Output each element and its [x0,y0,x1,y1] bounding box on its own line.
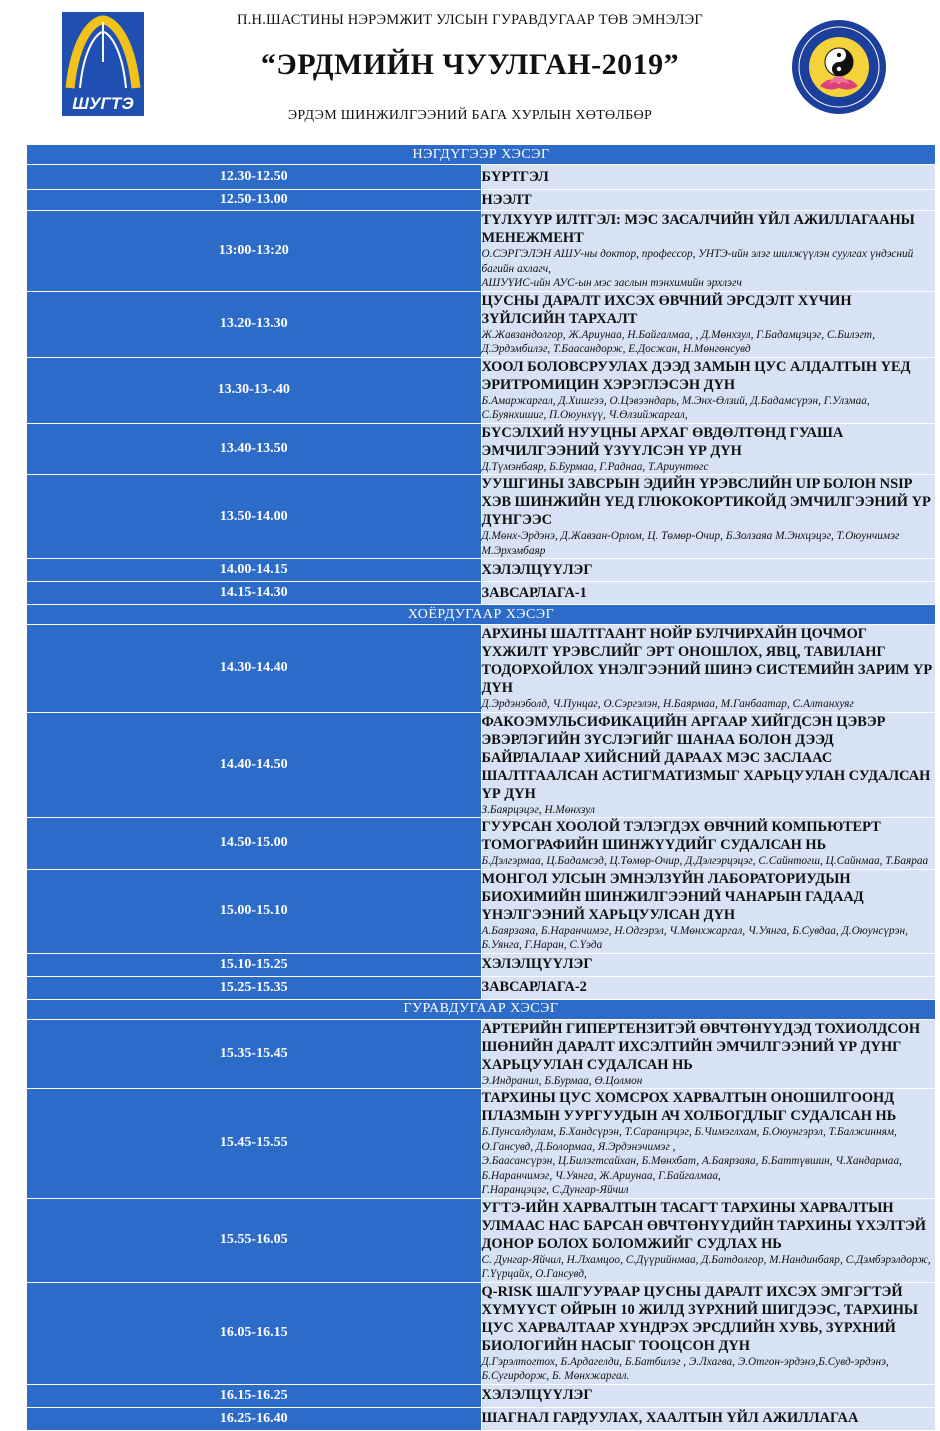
session-time: 16.05-16.15 [27,1282,482,1384]
session-time: 13.30-13-.40 [27,357,482,423]
session-title: АРХИНЫ ШАЛТГААНТ НОЙР БУЛЧИРХАЙН ЦОЧМОГ ҮХЖИЛТ ҮРЭВСЛИЙГ ЭРТ ОНОШЛОХ, ЯВЦ, ТАВИЛАНГ ТОДОРХОЙЛОХ ҮНЭЛГЭЭНИЙ ШИНЭ СИСТЕМИЙН ЗАРИМ ҮР ДҮН [481,626,933,696]
page-header [0,0,940,148]
program-row [27,423,936,475]
program-row [27,1089,936,1199]
session-authors: Г.Наранцэцэг, С.Дунгар-Яйчил [481,1184,629,1196]
session-time: 14.30-14.40 [27,625,482,713]
session-cell [481,475,936,559]
session-authors: АШУҮИС-ийн АУС-ын мэс заслын тэнхимийн эрхлэгч [481,277,742,289]
session-cell [481,582,936,605]
session-authors: Б.Дэлгэрмаа, Ц.Бадамсэд, Ц.Төмөр-Очир, Д.Дэлгэрцэцэг, С.Сайнтогш, Ц.Сайнмаа, Т.Баяраа [481,855,929,867]
association-seal [790,18,888,116]
session-time: 14.15-14.30 [27,582,482,605]
session-time: 15.00-15.10 [27,869,482,953]
session-cell [481,165,936,190]
program-row [27,211,936,292]
session-time: 13:00-13:20 [27,211,482,292]
session-cell [481,190,936,211]
session-cell [481,559,936,582]
session-cell [481,423,936,475]
session-time: 16.15-16.25 [27,1384,482,1407]
session-authors: З.Баярцэцэг, Н.Мөнхзул [481,803,595,816]
session-cell [481,625,936,713]
session-title: ЗАВСАРЛАГА-2 [481,979,587,995]
section-header [27,999,936,1019]
program-row [27,869,936,953]
program-row [27,818,936,870]
session-title: ТАРХИНЫ ЦУС ХОМСРОХ ХАРВАЛТЫН ОНОШИЛГООНД ПЛАЗМЫН УУРГУУДЫН АЧ ХОЛБОГДЛЫГ СУДАЛСАН НЬ [481,1090,897,1124]
session-title: ЗАВСАРЛАГА-1 [481,584,587,601]
session-title: БҮРТГЭЛ [481,168,549,185]
session-cell [481,976,936,999]
session-authors: Э.Баасансүрэн, Ц.Билэгтсайхан, Б.Мөнхбат, А.Баярзаяа, Б.Баттүвшин, Ч.Хандармаа, Б.Наранчимэг, Ч.Уянга, Ж.Ариунаа, Г.Байгалмаа, [481,1155,902,1182]
seal-icon [790,18,888,116]
session-authors: С. Дунгар-Яйчил, Н.Лхамцоо, С.Дүүрийнмаа, Д.Батдолгор, М.Нандинбаяр, С.Дэмбэрэлдорж, Г.Үүрцайх, О.Гансувд, [481,1253,931,1280]
section-header [27,605,936,625]
session-cell [481,869,936,953]
program-row [27,953,936,976]
session-cell [481,1384,936,1407]
session-cell [481,818,936,870]
session-time: 15.55-16.05 [27,1198,482,1282]
session-title: ГУУРСАН ХООЛОЙ ТЭЛЭГДЭХ ӨВЧНИЙ КОМПЬЮТЕРТ ТОМОГРАФИЙН ШИНЖҮҮДИЙГ СУДАЛСАН НЬ [481,819,881,853]
session-title: ШАГНАЛ ГАРДУУЛАХ, ХААЛТЫН ҮЙЛ АЖИЛЛАГАА [481,1410,859,1426]
session-title: ХООЛ БОЛОВСРУУЛАХ ДЭЭД ЗАМЫН ЦУС АЛДАЛТЫН ҮЕД ЭРИТРОМИЦИН ХЭРЭГЛЭСЭН ДҮН [481,358,911,393]
program-row [27,1282,936,1384]
page-title: “ЭРДМИЙН ЧУУЛГАН-2019” [260,48,680,81]
program-row [27,1407,936,1430]
program-row [27,291,936,357]
session-authors: А.Баярзаяа, Б.Наранчимэг, Н.Одгэрэл, Ч.Мөнхжаргал, Ч.Уянга, Б.Сувдаа, Д.Оюунсүрэн, Б.Уянга, Г.Наран, С.Үэда [481,924,908,951]
page-subtitle: ЭРДЭМ ШИНЖИЛГЭЭНИЙ БАГА ХУРЛЫН ХӨТӨЛБӨР [287,108,653,123]
session-time: 13.20-13.30 [27,291,482,357]
session-time: 14.40-14.50 [27,712,482,818]
session-authors: Д.Эрдэнэболд, Ч.Пунцаг, О.Сэргэлэн, Н.Баярмаа, М.Ганбаатар, С.Алтанхуяг [481,698,854,710]
session-cell [481,1019,936,1089]
session-authors: Б.Пунсалдулам, Б.Хандсүрэн, Т.Саранцэцэг, Б.Чимэглхам, Б.Оюунгэрэл, Т.Балжинням, О.Гансувд, Д.Болормаа, Я.Эрдэнэчимэг , [481,1126,897,1153]
session-title: Q-RISK ШАЛГУУРААР ЦУСНЫ ДАРАЛТ ИХСЭХ ЭМГЭГТЭЙ ХҮМҮҮСТ ОЙРЫН 10 ЖИЛД ЗҮРХНИЙ ШИГДЭЭС, ТАРХИНЫ ЦУС ХАРВАЛТААР ХҮНДРЭХ ЭРСДЛИЙН ХУВЬ, ЗҮРХНИЙ БИОЛОГИЙН НАСЫГ ТООЦСОН ДҮН [481,1283,919,1354]
session-cell [481,357,936,423]
session-title: АРТЕРИЙН ГИПЕРТЕНЗИТЭЙ ӨВЧТӨНҮҮДЭД ТОХИОЛДСОН ШӨНИЙН ДАРАЛТ ИХСЭЛТИЙН ЭМЧИЛГЭЭНИЙ ҮР ДҮНГ ХАРЬЦУУЛАН СУДАЛСАН НЬ [481,1020,921,1073]
program-row [27,712,936,818]
session-time: 14.00-14.15 [27,559,482,582]
hospital-name: П.Н.ШАСТИНЫ НЭРЭМЖИТ УЛСЫН ГУРАВДУГААР ТӨВ ЭМНЭЛЭГ [237,12,703,28]
logo-text: ШУГТЭ [72,94,134,113]
session-title: ХЭЛЭЛЦҮҮЛЭГ [481,1387,593,1403]
session-title: МОНГОЛ УЛСЫН ЭМНЭЛЗҮЙН ЛАБОРАТОРИУДЫН БИОХИМИЙН ШИНЖИЛГЭЭНИЙ ЧАНАРЫН ГАДААД ҮНЭЛГЭЭНИЙ ХАРЬЦУУЛСАН ДҮН [481,870,864,923]
session-title: УГТЭ-ИЙН ХАРВАЛТЫН ТАСАГТ ТАРХИНЫ ХАРВАЛТЫН УЛМААС НАС БАРСАН ӨВЧТӨНҮҮДИЙН ТАРХИНЫ ҮХЭЛТЭЙ ДОНОР БОЛОХ БОЛОМЖИЙГ СУДЛАХ НЬ [481,1199,926,1252]
session-time: 15.25-15.35 [27,976,482,999]
session-authors: Д.Гэрэлтогтох, Б.Ардагелди, Б.Батбилэг , Э.Лхагва, Э.Отгон-эрдэнэ,Б.Сувд-эрдэнэ, Б.Сугирдорж, Б. Мөнхжаргал. [481,1355,889,1382]
session-title: НЭЭЛТ [481,191,532,208]
session-cell [481,712,936,818]
program-row [27,357,936,423]
session-title: ХЭЛЭЛЦҮҮЛЭГ [481,956,593,972]
session-cell [481,211,936,292]
session-time: 15.10-15.25 [27,953,482,976]
hospital-logo [62,12,144,116]
program-row [27,559,936,582]
session-authors: Ж.Жавзандолгор, Ж.Ариунаа, Н.Байгалмаа, , Д.Мөнхзул, Г.Бадамцэцэг, С.Билэгт, Д.Эрдэмбилэг, Т.Баасандорж, Е.Досжан, Н.Мөнгөнсувд [481,328,876,355]
session-authors: О.СЭРГЭЛЭН АШУ-ны доктор, профессор, УНТЭ-ийн элэг шилжүүлэн суулгах үндэсний багийн ахлагч, [481,248,914,275]
session-authors: Б.Амаржаргал, Д.Хишгээ, О.Цэвээндарь, М.Энх-Өлзий, Д.Бадамсүрэн, Г.Улзмаа, С.Буянхишиг, П.Оюунхүү, Ч.Өлзийжаргал, [481,394,870,421]
program-row [27,475,936,559]
section-title: ХОЁРДУГААР ХЭСЭГ [27,605,936,625]
program-row [27,625,936,713]
session-authors: Д.Түмэнбаяр, Б.Бурмаа, Г.Раднаа, Т.Ариунтөгс [481,460,709,473]
session-time: 13.40-13.50 [27,423,482,475]
session-cell [481,291,936,357]
session-time: 15.45-15.55 [27,1089,482,1199]
session-title: ХЭЛЭЛЦҮҮЛЭГ [481,561,593,578]
program-row [27,976,936,999]
program-row [27,165,936,190]
program-row [27,190,936,211]
session-title: ЦУСНЫ ДАРАЛТ ИХСЭХ ӨВЧНИЙ ЭРСДЭЛТ ХҮЧИН ЗҮЙЛСИЙН ТАРХАЛТ [481,292,852,327]
session-time: 12.50-13.00 [27,190,482,211]
session-authors: Д.Мөнх-Эрдэнэ, Д.Жавзан-Орлом, Ц. Төмөр-Очир, Б.Золзаяа М.Энхцэцэг, Т.Оюунчимэг М.Эрхэмбаяр [481,530,900,557]
session-time: 14.50-15.00 [27,818,482,870]
session-title: ФАКОЭМУЛЬСИФИКАЦИЙН АРГААР ХИЙГДСЭН ЦЭВЭР ЭВЭРЛЭГИЙН ЗҮСЛЭГИЙГ ШАНАА БОЛОН ДЭЭД БАЙРЛАЛААР ХИЙСНИЙ ДАРААХ МЭС ЗАСЛААС ШАЛТГААЛСАН АСТИГМАТИЗМЫГ ХАРЬЦУУЛАН СУДАЛСАН ҮР ДҮН [481,713,931,802]
program-table [26,144,936,1431]
session-time: 16.25-16.40 [27,1407,482,1430]
session-time: 13.50-14.00 [27,475,482,559]
program-row [27,582,936,605]
session-cell [481,1407,936,1430]
program-row [27,1019,936,1089]
session-authors: Э.Индранил, Б.Бурмаа, Ө.Цолмон [481,1074,643,1087]
session-cell [481,953,936,976]
section-title: ГУРАВДУГААР ХЭСЭГ [27,999,936,1019]
session-cell [481,1089,936,1199]
session-time: 12.30-12.50 [27,165,482,190]
session-title: УУШГИНЫ ЗАВСРЫН ЭДИЙН ҮРЭВСЛИЙН UIP БОЛОН NSIP ХЭВ ШИНЖИЙН ҮЕД ГЛЮКОКОРТИКОЙД ЭМЧИЛГЭЭНИЙ ҮР ДҮНГЭЭС [481,476,931,528]
session-title: БҮСЭЛХИЙ НУУЦНЫ АРХАГ ӨВДӨЛТӨНД ГУАША ЭМЧИЛГЭЭНИЙ ҮЗҮҮЛСЭН ҮР ДҮН [481,424,844,459]
program-row [27,1384,936,1407]
session-cell [481,1282,936,1384]
session-time: 15.35-15.45 [27,1019,482,1089]
section-title: НЭГДҮГЭЭР ХЭСЭГ [27,145,936,165]
session-title: ТҮЛХҮҮР ИЛТГЭЛ: МЭС ЗАСАЛЧИЙН ҮЙЛ АЖИЛЛАГААНЫ МЕНЕЖМЕНТ [481,212,915,246]
section-header [27,145,936,165]
program-row [27,1198,936,1282]
session-cell [481,1198,936,1282]
